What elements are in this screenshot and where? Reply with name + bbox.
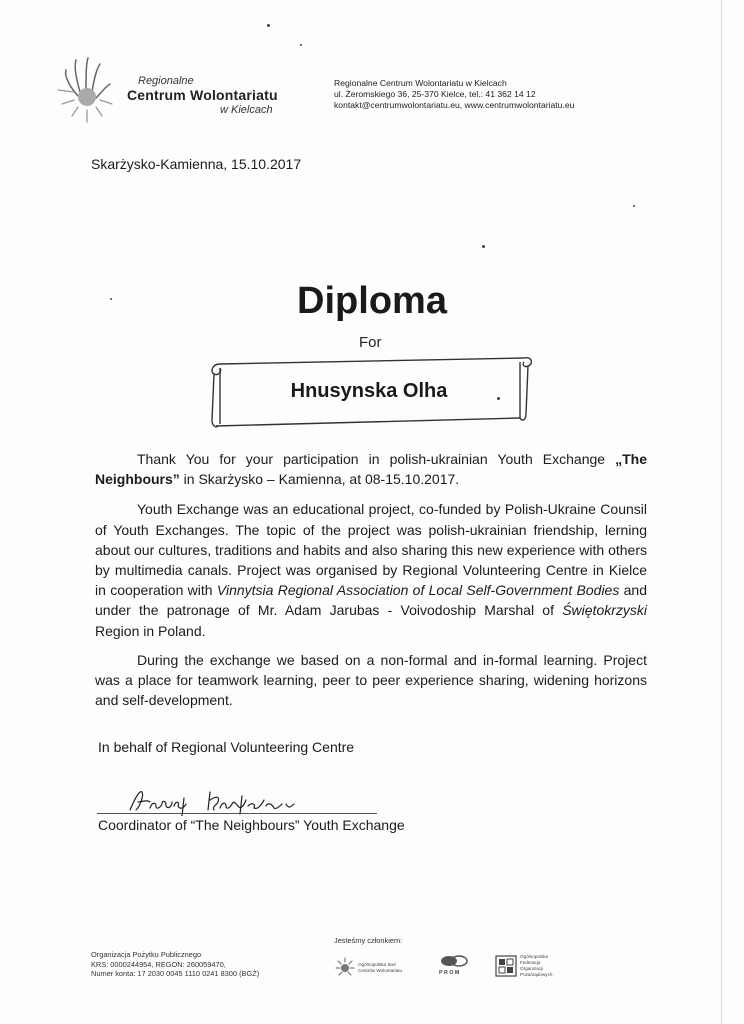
project-text: Youth Exchange was an educational project, co-funded by Polish-Ukraine Counsil of Youth Exchanges. The topic of the project was polish-ukrainian friendship, lerning about our cultures, traditions and habits and also sharing this new experience with others by multimedia canals. Project was organised by Regional Volunteering Centre in Kielce in cooperation with	[95, 501, 647, 599]
paragraph-thanks	[95, 449, 647, 489]
thanks-place-date: in Skarżysko – Kamienna, at 08-15.10.2017.	[179, 471, 460, 488]
signature-line	[97, 813, 377, 814]
coordinator-title: Coordinator of “The Neighbours” Youth Exchange	[98, 817, 405, 833]
org-registry: KRS: 0000244954, REGON: 260059470,	[91, 959, 226, 969]
paragraph-learning: During the exchange we based on a non-formal and in-formal learning. Project was a place for teamwork learning, peer to peer experience sharing, widening horizons and self-development.	[95, 651, 647, 709]
org-status: Organizacja Pożytku Publicznego	[91, 950, 202, 959]
org-contact: kontakt@centrumwolontariatu.eu, www.centrumwolontariatu.eu	[334, 100, 575, 110]
member2-name: PROM	[439, 970, 461, 976]
partner-organization: Vinnytsia Regional Association of Local Self-Government Bodies	[216, 582, 620, 599]
member1-line2: Centrów Wolontariatu	[358, 968, 403, 973]
org-address: ul. Żeromskiego 36, 25-370 Kielce, tel.: 41 362 14 12	[334, 89, 536, 99]
member1-line1: Ogólnopolska Sieć	[358, 962, 397, 967]
region-suffix: Region in Poland.	[95, 622, 206, 639]
page-edge	[721, 0, 722, 1024]
member3-line3: Organizacji	[520, 966, 543, 971]
exchange-name: „The Neighbours”	[95, 451, 647, 488]
recipient-name: Hnusynska Olha	[290, 380, 448, 402]
members-label: Jesteśmy członkiem:	[334, 936, 403, 945]
diploma-title	[0, 280, 744, 323]
recipient-scroll	[206, 350, 532, 430]
prom-mark-icon	[437, 954, 471, 968]
member3-line1: Ogólnopolska	[520, 954, 549, 959]
handwritten-signature	[128, 786, 308, 816]
member3-line2: Federacja	[520, 960, 541, 965]
org-logo	[50, 52, 290, 132]
speck	[633, 205, 635, 207]
diploma-body	[95, 449, 647, 710]
org-name: Regionalne Centrum Wolontariatu w Kielcach	[334, 78, 507, 88]
org-contact-info	[334, 78, 574, 111]
title-text: Diploma	[297, 280, 447, 322]
member-logo-prom	[437, 954, 471, 978]
org-bank-account: Numer konta: 17 2030 0045 1110 0241 8300 (BGŻ)	[91, 969, 260, 979]
logo-text-bottom: w Kielcach	[220, 104, 273, 116]
speck	[267, 24, 270, 27]
ofop-mark-icon	[495, 955, 517, 977]
thanks-text: Thank You for your participation in polish-ukrainian Youth Exchange	[137, 451, 616, 467]
on-behalf-line: In behalf of Regional Volunteering Centre	[98, 739, 355, 755]
patronage-text: and under the patronage of Mr. Adam Jarubas - Voivodoship Marshal of	[95, 582, 648, 619]
hand-mini-icon	[334, 956, 356, 978]
for-label: For	[359, 334, 382, 351]
speck	[482, 245, 485, 248]
footer-org-details	[91, 950, 259, 979]
member-logo-ofop	[495, 953, 555, 979]
logo-text-main: Centrum Wolontariatu	[127, 87, 278, 103]
member-logo-oscw	[334, 955, 424, 979]
member3-line4: Pozarządowych	[520, 972, 553, 977]
logo-text-top: Regionalne	[138, 75, 194, 87]
paragraph-project	[95, 499, 647, 640]
hand-logo-icon	[50, 52, 130, 128]
region-name: Świętokrzyski	[562, 602, 647, 619]
place-date: Skarżysko-Kamienna, 15.10.2017	[91, 156, 302, 172]
speck	[300, 44, 302, 46]
